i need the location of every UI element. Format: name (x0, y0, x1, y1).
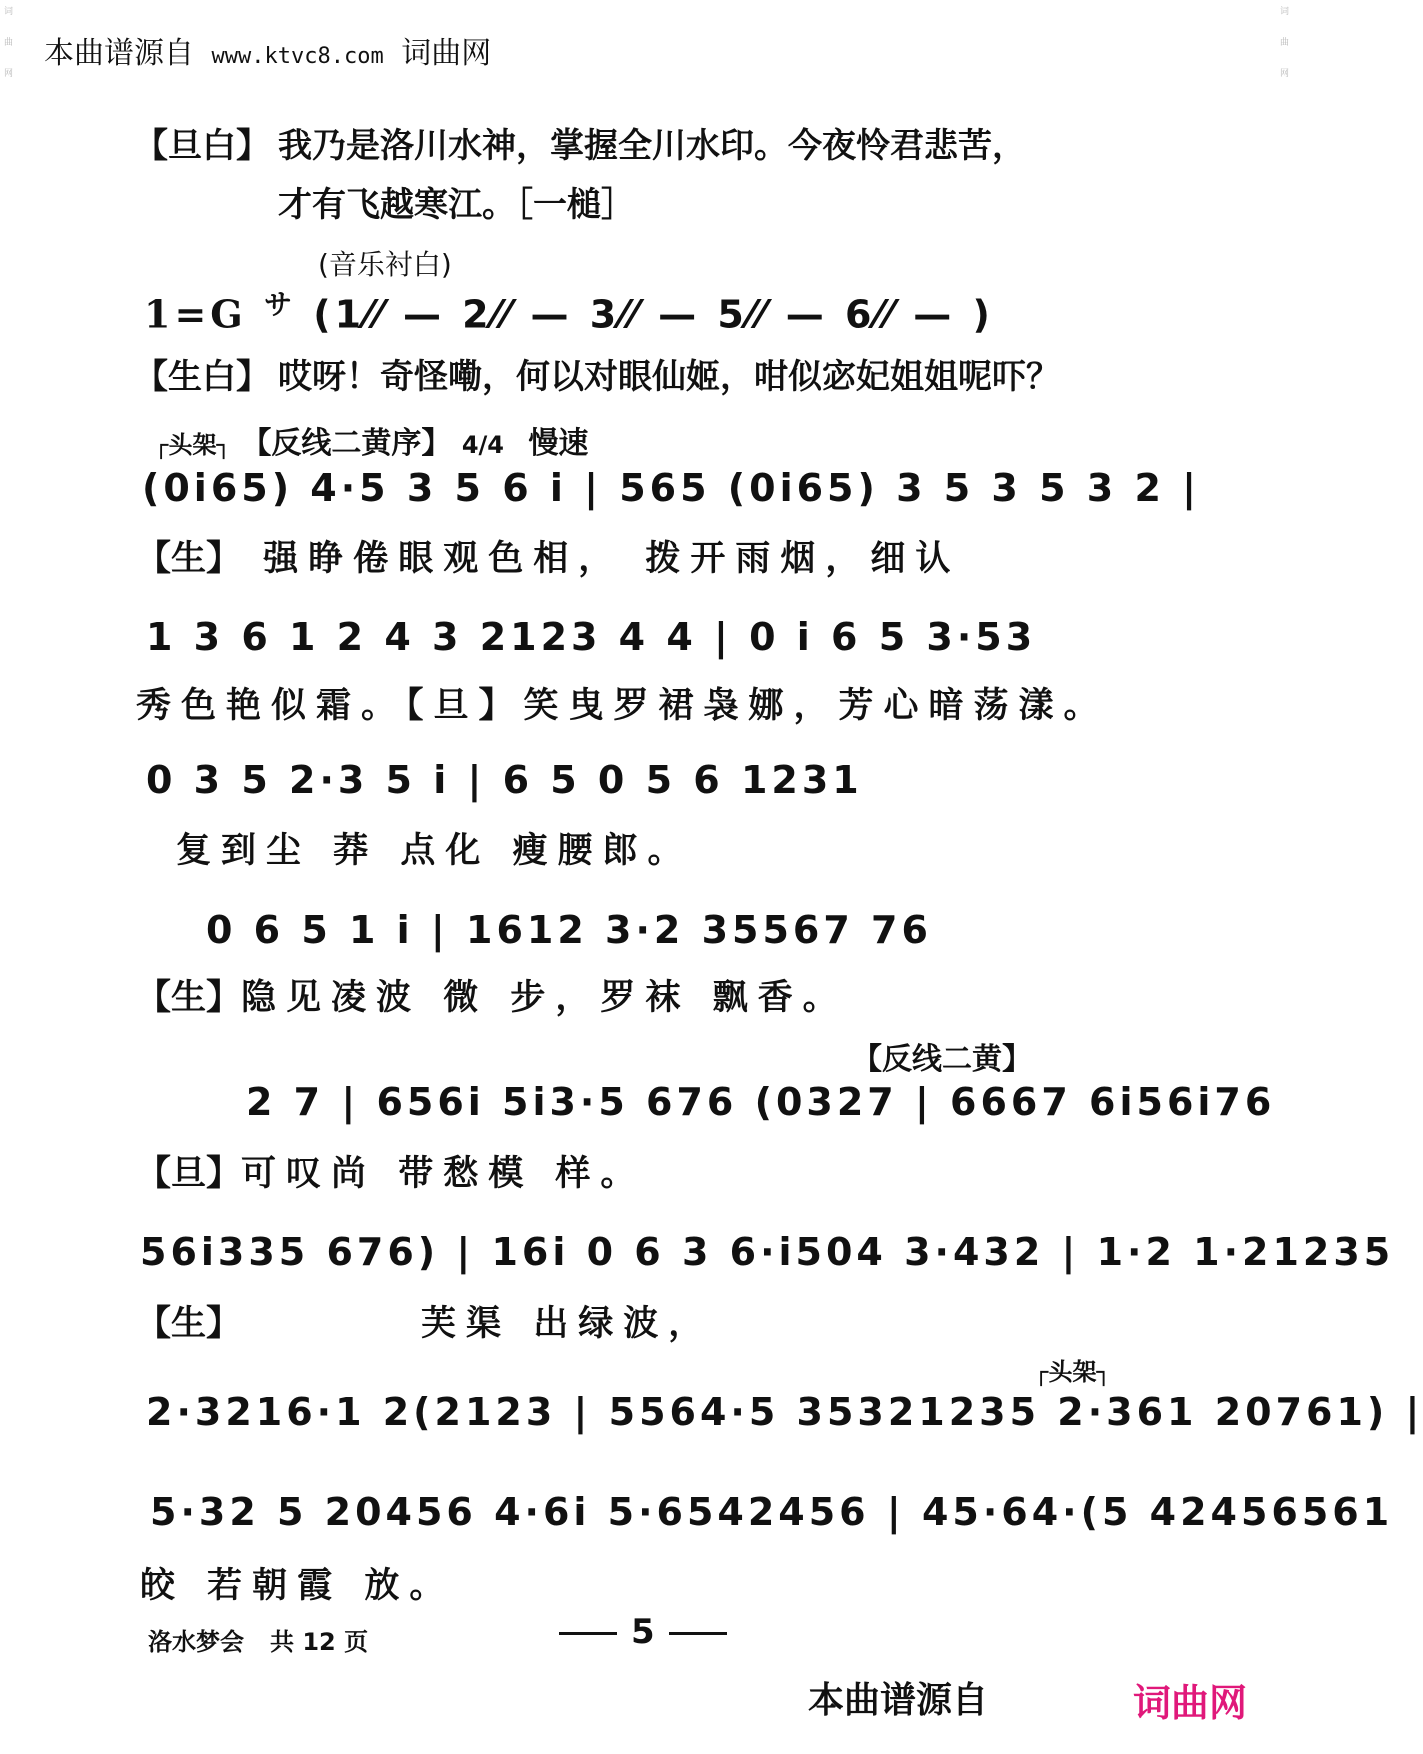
lyric-text: 芙渠 出绿波， (421, 1303, 714, 1344)
role-label: 【生白】 (134, 357, 270, 397)
dialog-text: 才有飞越寒江。［一槌］ (278, 185, 635, 225)
dialog-text: 我乃是洛川水神，掌握全川水印。今夜怜君悲苦， (278, 126, 1026, 166)
left-watermark-strip (0, 0, 14, 1754)
footer-info (148, 1622, 368, 1657)
dialog-sheng (134, 349, 1060, 398)
notation-row: 2·3216·1 2(2123 | 5564·5 35321235 2·361 20761) | (146, 1390, 1423, 1434)
key-signature: 1=G (144, 291, 247, 337)
watermark-char: 曲 (2, 37, 12, 46)
lyric-row (136, 970, 848, 1020)
section-label-2: 【反线二黄】 (852, 1042, 1032, 1077)
watermark-char: 词 (1278, 6, 1288, 15)
key-line (144, 283, 994, 337)
tempo-mark: サ (263, 288, 296, 321)
section-prefix: ┌头架┐ (154, 431, 231, 459)
page-header (44, 28, 491, 72)
footer-site-logo[interactable]: 词曲网 (1133, 1681, 1248, 1725)
watermark-char: 网 (2, 68, 12, 77)
page-number: 5 (545, 1612, 741, 1652)
lyric-row (136, 531, 960, 581)
lyric-row: 皎 若朝霞 放。 (140, 1565, 455, 1606)
watermark-char: 网 (1278, 68, 1288, 77)
dialog-text: 哎呀！奇怪嘞，何以对眼仙姬，咁似宓妃姐姐呢吓？ (278, 357, 1060, 397)
section-title: 【反线二黄序】 (241, 426, 452, 461)
key-notes: (1⁄⁄ — 2⁄⁄ — 3⁄⁄ — 5⁄⁄ — 6⁄⁄ — ) (313, 292, 994, 337)
dialog-dan-line-2 (278, 177, 635, 226)
notation-row: 0 6 5 1 i | 1612 3·2 35567 76 (206, 908, 932, 952)
role-label: 【旦白】 (134, 126, 270, 166)
notation-row: 0 3 5 2·3 5 i | 6 5 0 5 6 1231 (146, 758, 863, 802)
lyric-row (136, 1296, 713, 1346)
lyric-text: 强睁倦眼观色相， 拨开雨烟，细认 (263, 538, 961, 579)
lyric-row: 秀色艳似霜。【旦】笑曳罗裙袅娜，芳心暗荡漾。 (136, 685, 1109, 726)
header-source-label: 本曲谱源自 (44, 36, 194, 71)
role-label: 【生】 (136, 1304, 242, 1344)
footer-pages: 共 12 页 (270, 1628, 369, 1656)
watermark-char: 词 (2, 6, 12, 15)
footer-source-label: 本曲谱源自 (808, 1680, 989, 1721)
head-frame-label: ┌头架┐ (1034, 1358, 1111, 1386)
role-label: 【生】 (136, 539, 242, 579)
music-note: (音乐衬白) (318, 248, 452, 281)
section-meter: 4/4 (461, 431, 504, 459)
notation-row: 5·32 5 20456 4·6i 5·6542456 | 45·64·(5 42456561 (150, 1490, 1394, 1534)
role-label: 【旦】 (136, 1154, 242, 1194)
header-site-name: 词曲网 (401, 36, 492, 71)
notation-row: 2 7 | 656i 5i3·5 676 (0327 | 6667 6i56i76 (246, 1080, 1276, 1124)
dialog-dan-line-1 (134, 118, 1026, 167)
lyric-text: 可叹尚 带愁模 样。 (241, 1153, 646, 1194)
watermark-char: 曲 (1278, 37, 1288, 46)
lyric-row (136, 1146, 645, 1196)
section-label (154, 418, 588, 462)
notation-row: 1 3 6 1 2 4 3 2123 4 4 | 0 i 6 5 3·53 (146, 615, 1037, 659)
footer-title: 洛水梦会 (148, 1628, 244, 1656)
section-tempo: 慢速 (528, 426, 589, 461)
role-label: 【生】 (136, 978, 242, 1018)
lyric-row: 复到尘 莽 点化 瘦腰郎。 (176, 830, 693, 871)
notation-row: (0i65) 4·5 3 5 6 i | 565 (0i65) 3 5 3 5 3 2 | (142, 466, 1200, 510)
lyric-text: 隐见凌波 微 步，罗袜 飘香。 (241, 977, 848, 1018)
notation-row: 56i335 676) | 16i 0 6 3 6·i504 3·432 | 1·2 1·21235 (140, 1230, 1395, 1274)
header-url[interactable]: www.ktvc8.com (211, 44, 384, 69)
